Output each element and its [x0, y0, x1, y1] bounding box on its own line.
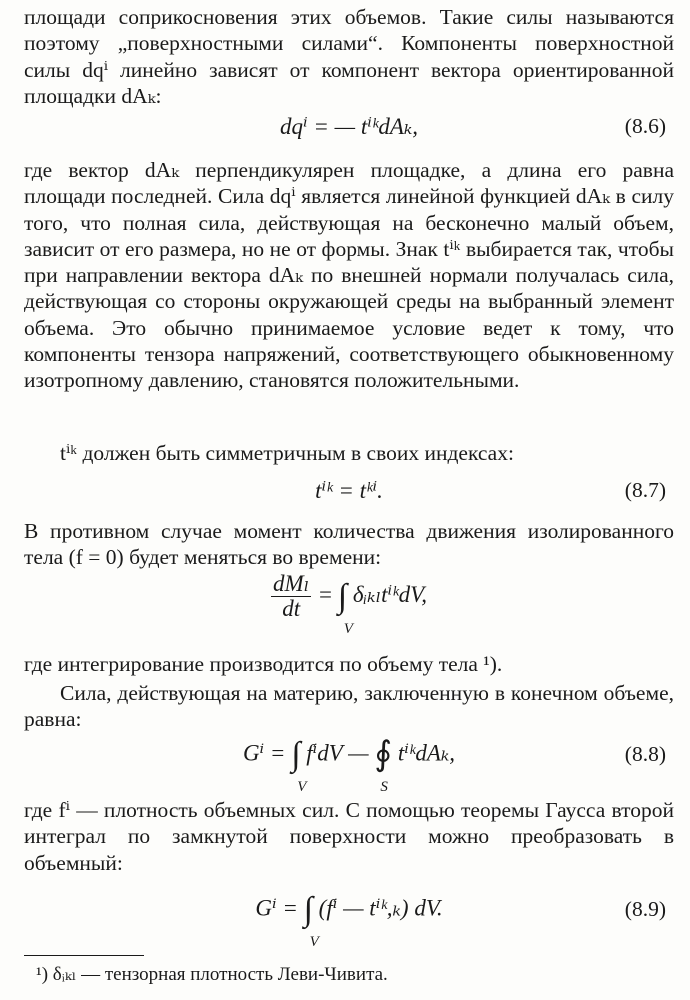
equation-8-9-number: (8.9) [624, 897, 666, 921]
equation-8-8-term2: tⁱᵏdAₖ, [397, 740, 456, 766]
equation-8-6-body: dqⁱ = — tⁱᵏdAₖ, [279, 114, 419, 139]
equation-angular-momentum-body [24, 571, 674, 637]
paragraph-symmetry: tⁱᵏ должен быть симметричным в своих индексах: [60, 441, 514, 465]
fraction-dM-dt [271, 572, 311, 621]
volume-integral-sign: ∫ V [304, 893, 313, 927]
equation-8-9-body [24, 891, 674, 950]
equation-8-7-body: tⁱᵏ = tᵏⁱ. [315, 478, 383, 503]
equation-8-7-number: (8.7) [624, 478, 666, 502]
footnote: ¹) δᵢₖₗ — тензорная плотность Леви-Чивита. [36, 964, 388, 985]
integral-limit-v: V [309, 934, 319, 950]
equation-angular-momentum-integrand: δᵢₖₗtⁱᵏdV, [352, 581, 427, 607]
equation-8-9 [24, 891, 674, 950]
paragraph-angular-momentum: В противном случае момент количества движения изолированного тела (f = 0) будет меняться во времени: [24, 519, 674, 570]
paragraph-surface-forces: площади соприкосновения этих объемов. Такие силы называются поэтому „поверхностными силами“. Компоненты поверхностной силы dqⁱ линейно зависят от компонент вектора ориентированной площадки dAₖ: [24, 5, 674, 108]
paragraph-area-vector: где вектор dAₖ перпендикулярен площадке, а длина его равна площади последней. Сила dqⁱ является линейной функцией dAₖ в силу того, что полная сила, действующая на бесконечно малый объем, зависит от его размера, но не от формы. Знак tⁱᵏ выбирается так, чтобы при направлении вектора dAₖ по внешней нормали получалась сила, действующая со стороны окружающей среды на выбранный элемент объема. Это обычно принимаемое условие ведет к тому, что компоненты тензора напряжений, соответствующего обыкновенному изотропному давлению, становятся положительными. [24, 158, 674, 393]
equation-8-8-lhs: Gⁱ = [242, 740, 286, 766]
paragraph-total-force: Сила, действующая на материю, заключенную в конечном объеме, равна: [24, 681, 674, 732]
paragraph-integration: где интегрирование производится по объему тела ¹). [24, 652, 503, 676]
equals-sign: = [319, 581, 333, 607]
equation-8-8 [24, 738, 674, 794]
equation-8-8-body [24, 736, 674, 795]
equation-8-8-number: (8.8) [624, 742, 666, 766]
integral-limit-s: S [380, 779, 388, 795]
closed-surface-integral-sign: ∮ S [374, 738, 392, 772]
integral-limit-v: V [297, 779, 307, 795]
equation-8-9-lhs: Gⁱ = [255, 895, 298, 921]
volume-integral-sign: ∫ V [338, 580, 347, 614]
fraction-numerator: dMₗ [273, 571, 310, 596]
equation-8-7 [24, 478, 674, 512]
equation-8-9-integrand: (fⁱ — tⁱᵏ,ₖ) dV. [318, 895, 443, 921]
fraction-denominator: dt [282, 596, 301, 621]
volume-integral-sign: ∫ V [291, 738, 300, 772]
paragraph-gauss: где fⁱ — плотность объемных сил. С помощью теоремы Гаусса второй интеграл по замкнутой поверхности можно преобразовать в объемный: [24, 798, 674, 875]
equation-8-6-number: (8.6) [624, 114, 666, 138]
equation-8-8-term1: fⁱdV — [306, 740, 369, 766]
integral-limit-v: V [343, 620, 353, 637]
equation-8-6 [24, 114, 674, 148]
equation-angular-momentum [24, 572, 674, 636]
footnote-separator [24, 955, 144, 956]
